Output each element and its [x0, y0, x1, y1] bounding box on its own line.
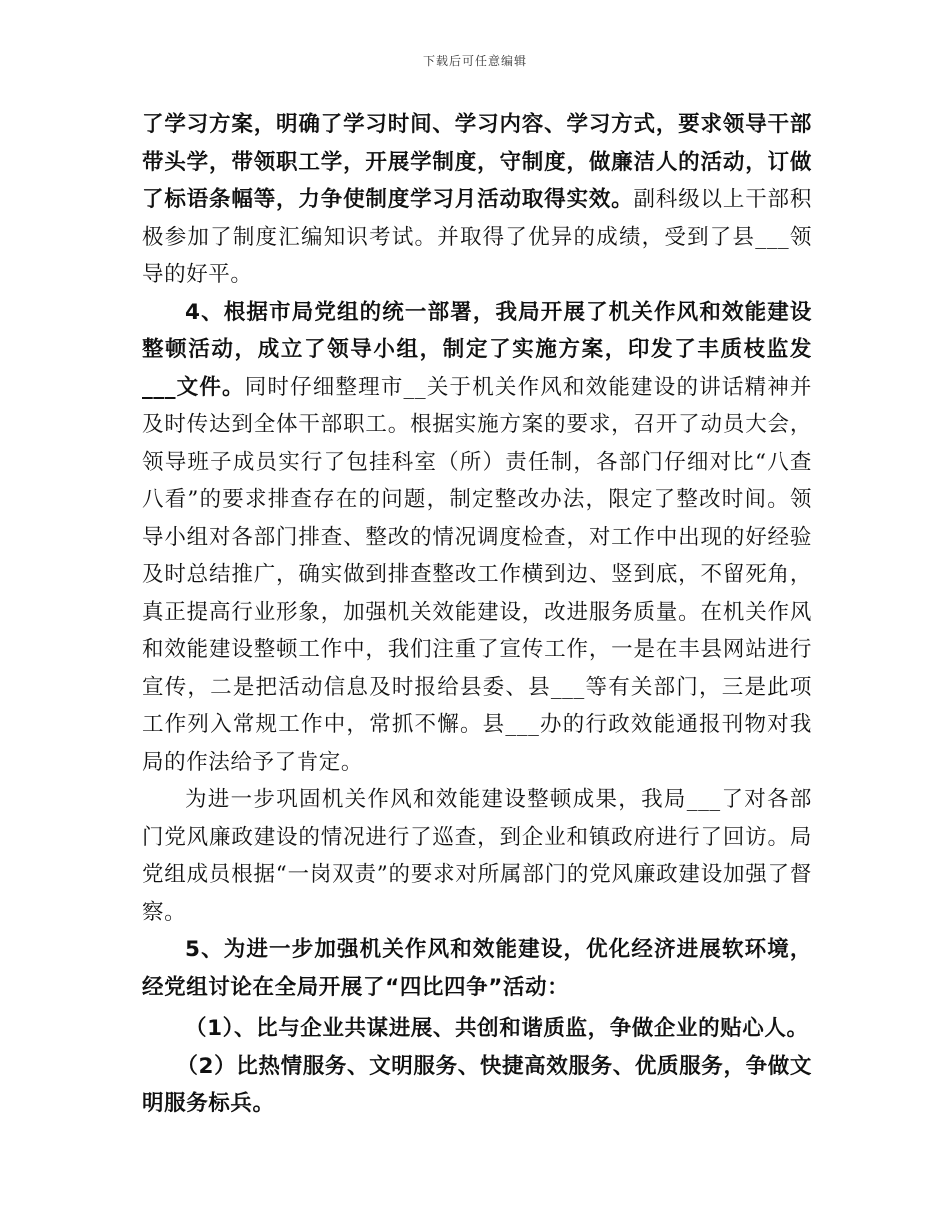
paragraph-2-bold: 4、根据市局党组的统一部署，我局开展了机关作风和效能建设整顿活动，成立了领导小组，制定了实施方案，印发了丰质枝监发___文件。 [142, 299, 812, 400]
paragraph-1-text: 副科级以上干部积极参加了制度汇编知识考试。并取得了优异的成绩，受到了县___领导的好平。 [142, 187, 813, 287]
paragraph-4-bold: 5、为进一步加强机关作风和效能建设，优化经济进展软环境，经党组讨论在全局开展了“四比四争”活动： [142, 937, 812, 1000]
paragraph-4 [142, 931, 812, 1006]
paragraph-2-text: 同时仔细整理市__关于机关作风和效能建设的讲话精神并及时传达到全体干部职工。根据实施方案的要求，召开了动员大会，领导班子成员实行了包挂科室（所）责任制，各部门仔细对比“八查八看”的要求排查存在的问题，制定整改办法，限定了整改时间。领导小组对各部门排查、整改的情况调度检查，对工作中出现的好经验及时总结推广，确实做到排查整改工作横到边、竖到底，不留死角，真正提高行业形象，加强机关效能建设，改进服务质量。在机关作风和效能建设整顿工作中，我们注重了宣传工作，一是在丰县网站进行宣传，二是把活动信息及时报给县委、县___等有关部门，三是此项工作列入常规工作中，常抓不懈。县___办的行政效能通报刊物对我局的作法给予了肯定。 [142, 374, 812, 775]
page-header: 下载后可任意编辑 [422, 54, 527, 68]
paragraph-3-text: 为进一步巩固机关作风和效能建设整顿成果，我局___了对各部门党风廉政建设的情况进行了巡查，到企业和镇政府进行了回访。局党组成员根据“一岗双责”的要求对所属部门的党风廉政建设加强了督察。 [142, 787, 812, 925]
paragraph-5-bold: （1）、比与企业共谋进展、共创和谐质监，争做企业的贴心人。 [185, 1016, 809, 1041]
paragraph-5 [142, 1010, 812, 1048]
paragraph-2 [142, 294, 812, 782]
paragraph-1 [142, 106, 812, 294]
paragraph-1-bold: 了学习方案，明确了学习时间、学习内容、学习方式，要求领导干部带头学，带领职工学，开展学制度，守制度，做廉洁人的活动，订做了标语条幅等，力争使制度学习月活动取得实效。 [142, 112, 812, 212]
document-body [142, 106, 812, 1123]
paragraph-3 [142, 781, 812, 931]
paragraph-6-bold: （2）比热情服务、文明服务、快捷高效服务、优质服务，争做文明服务标兵。 [142, 1053, 812, 1116]
paragraph-6 [142, 1048, 812, 1123]
